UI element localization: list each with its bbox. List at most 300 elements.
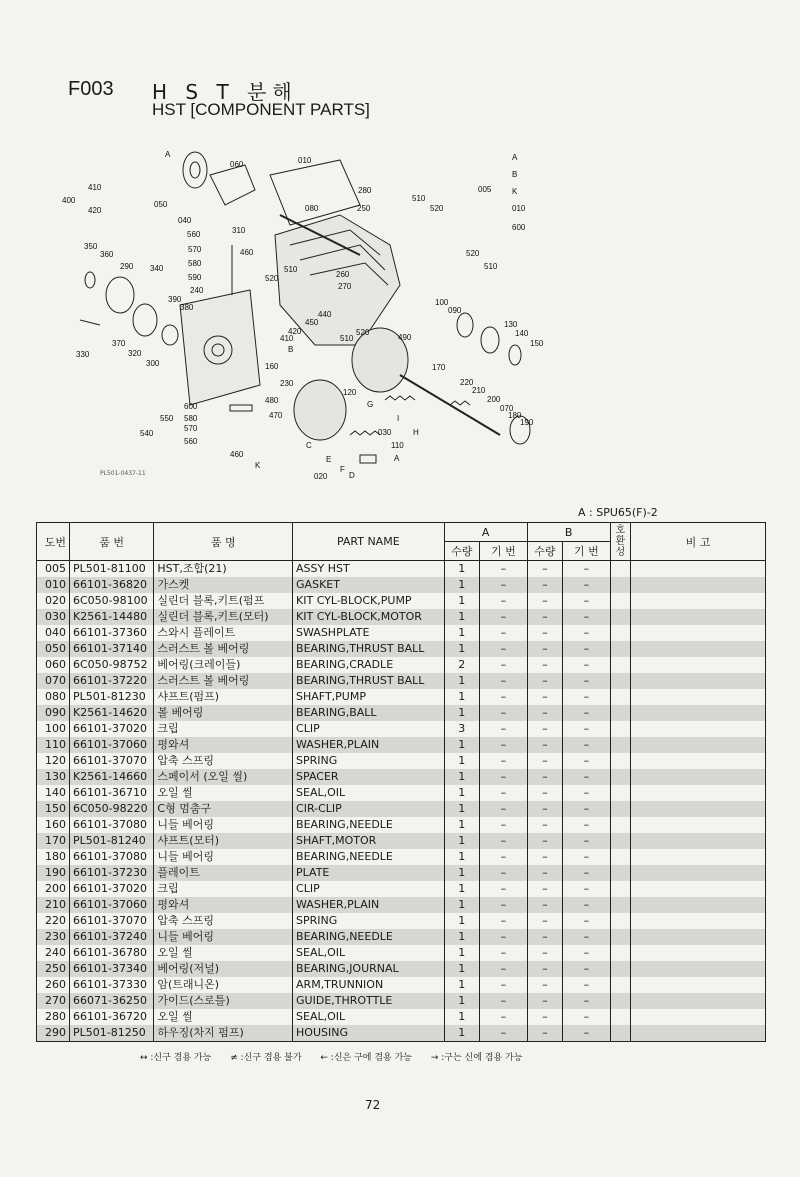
svg-text:600: 600 bbox=[512, 223, 526, 232]
svg-text:510: 510 bbox=[412, 194, 426, 203]
svg-text:010: 010 bbox=[298, 156, 312, 165]
svg-text:370: 370 bbox=[112, 339, 126, 348]
table-cell-qa: 1 bbox=[444, 641, 479, 657]
table-row bbox=[37, 577, 766, 593]
table-cell-empty bbox=[630, 577, 765, 593]
svg-text:410: 410 bbox=[280, 334, 294, 343]
table-cell-sa: – bbox=[480, 945, 528, 961]
table-cell-qb: – bbox=[527, 689, 562, 705]
table-row bbox=[37, 609, 766, 625]
svg-text:150: 150 bbox=[530, 339, 544, 348]
table-cell-empty bbox=[610, 977, 630, 993]
table-cell-sa: – bbox=[480, 1025, 528, 1042]
svg-text:K: K bbox=[255, 461, 261, 470]
table-cell-empty bbox=[630, 1025, 765, 1042]
svg-text:590: 590 bbox=[188, 273, 202, 282]
table-cell-empty bbox=[610, 881, 630, 897]
table-cell-sa: – bbox=[480, 593, 528, 609]
table-cell-part-no: 66101-37340 bbox=[69, 961, 153, 977]
table-cell-empty bbox=[610, 865, 630, 881]
svg-text:540: 540 bbox=[140, 429, 154, 438]
svg-text:560: 560 bbox=[184, 437, 198, 446]
table-row bbox=[37, 721, 766, 737]
table-cell-part-name: SEAL,OIL bbox=[293, 785, 445, 801]
table-cell-qa: 1 bbox=[444, 1025, 479, 1042]
legend bbox=[140, 1050, 538, 1063]
table-cell-part-no: 66101-37080 bbox=[69, 817, 153, 833]
table-cell-part-no: 66101-36710 bbox=[69, 785, 153, 801]
page-number: 72 bbox=[365, 1098, 381, 1112]
table-cell-part-no: PL501-81230 bbox=[69, 689, 153, 705]
table-cell-part-no: 6C050-98220 bbox=[69, 801, 153, 817]
table-cell-qa: 1 bbox=[444, 673, 479, 689]
table-cell-part-name: CLIP bbox=[293, 881, 445, 897]
table-cell-empty bbox=[610, 721, 630, 737]
table-cell-sb: – bbox=[563, 785, 611, 801]
table-cell-qb: – bbox=[527, 961, 562, 977]
table-cell-part-no: 66101-36820 bbox=[69, 577, 153, 593]
table-cell-part-name: KIT CYL-BLOCK,PUMP bbox=[293, 593, 445, 609]
table-cell-sb: – bbox=[563, 945, 611, 961]
table-cell-empty bbox=[610, 993, 630, 1009]
diagram-note: A : SPU65(F)-2 bbox=[578, 506, 658, 519]
svg-text:060: 060 bbox=[230, 160, 244, 169]
table-cell-qb: – bbox=[527, 833, 562, 849]
table-cell-part-name: SPRING bbox=[293, 913, 445, 929]
parts-table bbox=[36, 522, 766, 1042]
table-cell-part-no: 66101-37140 bbox=[69, 641, 153, 657]
table-cell-name: 플레이트 bbox=[154, 865, 293, 881]
table-cell-name: 스러스트 볼 베어링 bbox=[154, 673, 293, 689]
table-cell-part-name: BEARING,NEEDLE bbox=[293, 817, 445, 833]
table-cell-code: 010 bbox=[37, 577, 70, 593]
table-cell-part-no: PL501-81100 bbox=[69, 561, 153, 578]
table-cell-part-name: CLIP bbox=[293, 721, 445, 737]
table-cell-empty bbox=[610, 641, 630, 657]
table-cell-name: 니들 베어링 bbox=[154, 817, 293, 833]
table-cell-sb: – bbox=[563, 689, 611, 705]
table-cell-sa: – bbox=[480, 961, 528, 977]
header-qty-b: 수량 bbox=[527, 542, 562, 561]
svg-text:330: 330 bbox=[76, 350, 90, 359]
table-cell-name: 실린더 블록,키트(펌프 bbox=[154, 593, 293, 609]
table-cell-part-name: PLATE bbox=[293, 865, 445, 881]
svg-text:300: 300 bbox=[146, 359, 160, 368]
table-cell-code: 030 bbox=[37, 609, 70, 625]
table-cell-sb: – bbox=[563, 769, 611, 785]
table-cell-part-name: SPACER bbox=[293, 769, 445, 785]
table-cell-part-no: 66101-37240 bbox=[69, 929, 153, 945]
table-cell-qa: 1 bbox=[444, 977, 479, 993]
svg-text:350: 350 bbox=[84, 242, 98, 251]
header-code-col: 도번 bbox=[37, 523, 70, 561]
svg-text:005: 005 bbox=[478, 185, 492, 194]
table-cell-sb: – bbox=[563, 977, 611, 993]
table-cell-sa: – bbox=[480, 769, 528, 785]
table-cell-code: 220 bbox=[37, 913, 70, 929]
svg-text:130: 130 bbox=[504, 320, 518, 329]
table-cell-sa: – bbox=[480, 609, 528, 625]
svg-text:260: 260 bbox=[336, 270, 350, 279]
table-cell-qa: 1 bbox=[444, 881, 479, 897]
table-cell-sa: – bbox=[480, 657, 528, 673]
table-cell-qb: – bbox=[527, 561, 562, 578]
table-row bbox=[37, 673, 766, 689]
table-cell-part-no: 66101-37020 bbox=[69, 881, 153, 897]
table-cell-sa: – bbox=[480, 673, 528, 689]
svg-text:290: 290 bbox=[120, 262, 134, 271]
table-cell-empty bbox=[610, 737, 630, 753]
table-cell-name: 샤프트(펌프) bbox=[154, 689, 293, 705]
svg-text:520: 520 bbox=[466, 249, 480, 258]
table-cell-part-no: 66101-36780 bbox=[69, 945, 153, 961]
table-cell-empty bbox=[610, 753, 630, 769]
svg-text:420: 420 bbox=[88, 206, 102, 215]
table-cell-qa: 1 bbox=[444, 897, 479, 913]
table-cell-sa: – bbox=[480, 833, 528, 849]
table-cell-qa: 1 bbox=[444, 609, 479, 625]
table-cell-name: 스러스트 볼 베어링 bbox=[154, 641, 293, 657]
table-cell-empty bbox=[610, 1009, 630, 1025]
table-cell-empty bbox=[630, 993, 765, 1009]
table-cell-name: 볼 베어링 bbox=[154, 705, 293, 721]
table-row bbox=[37, 817, 766, 833]
table-row bbox=[37, 801, 766, 817]
table-cell-qa: 1 bbox=[444, 929, 479, 945]
table-cell-empty bbox=[630, 977, 765, 993]
table-cell-sa: – bbox=[480, 689, 528, 705]
table-cell-part-name: ARM,TRUNNION bbox=[293, 977, 445, 993]
table-cell-sb: – bbox=[563, 913, 611, 929]
table-cell-empty bbox=[630, 625, 765, 641]
header-part-name: PART NAME bbox=[293, 523, 445, 561]
table-cell-sb: – bbox=[563, 657, 611, 673]
table-row bbox=[37, 1025, 766, 1042]
table-cell-sa: – bbox=[480, 785, 528, 801]
table-cell-name: 실린더 블록,키트(모터) bbox=[154, 609, 293, 625]
table-row bbox=[37, 593, 766, 609]
svg-text:080: 080 bbox=[305, 204, 319, 213]
svg-text:A: A bbox=[394, 454, 400, 463]
table-cell-part-no: 66101-37230 bbox=[69, 865, 153, 881]
table-cell-empty bbox=[630, 1009, 765, 1025]
svg-text:210: 210 bbox=[472, 386, 486, 395]
table-cell-sb: – bbox=[563, 577, 611, 593]
svg-text:520: 520 bbox=[356, 328, 370, 337]
table-cell-sa: – bbox=[480, 561, 528, 578]
svg-text:110: 110 bbox=[391, 441, 404, 450]
table-cell-sa: – bbox=[480, 913, 528, 929]
table-cell-empty bbox=[630, 881, 765, 897]
table-cell-qb: – bbox=[527, 577, 562, 593]
svg-text:480: 480 bbox=[265, 396, 279, 405]
table-cell-empty bbox=[610, 689, 630, 705]
table-cell-qa: 1 bbox=[444, 1009, 479, 1025]
table-cell-empty bbox=[630, 817, 765, 833]
table-cell-empty bbox=[630, 593, 765, 609]
legend-item: → :구는 신에 겸용 가능 bbox=[430, 1053, 523, 1063]
table-cell-sb: – bbox=[563, 561, 611, 578]
table-cell-name: 가스켓 bbox=[154, 577, 293, 593]
table-cell-name: 니들 베어링 bbox=[154, 929, 293, 945]
table-cell-name: 평와셔 bbox=[154, 897, 293, 913]
svg-text:120: 120 bbox=[343, 388, 357, 397]
table-row bbox=[37, 865, 766, 881]
svg-text:320: 320 bbox=[128, 349, 142, 358]
table-cell-sb: – bbox=[563, 609, 611, 625]
table-cell-qb: – bbox=[527, 1025, 562, 1042]
header-code: F003 bbox=[68, 78, 114, 100]
table-cell-sb: – bbox=[563, 849, 611, 865]
header-sign-a: 기 번 bbox=[480, 542, 528, 561]
svg-text:550: 550 bbox=[160, 414, 174, 423]
table-cell-empty bbox=[610, 785, 630, 801]
table-cell-sb: – bbox=[563, 801, 611, 817]
table-cell-empty bbox=[610, 593, 630, 609]
table-cell-empty bbox=[610, 961, 630, 977]
svg-text:520: 520 bbox=[265, 274, 279, 283]
svg-text:D: D bbox=[349, 471, 355, 480]
table-cell-name: 압축 스프링 bbox=[154, 913, 293, 929]
table-cell-name: 하우징(차지 펌프) bbox=[154, 1025, 293, 1042]
table-cell-qb: – bbox=[527, 801, 562, 817]
table-cell-code: 130 bbox=[37, 769, 70, 785]
table-cell-sb: – bbox=[563, 721, 611, 737]
table-cell-qa: 1 bbox=[444, 785, 479, 801]
svg-text:520: 520 bbox=[430, 204, 444, 213]
table-cell-qa: 1 bbox=[444, 625, 479, 641]
table-cell-qb: – bbox=[527, 977, 562, 993]
svg-text:280: 280 bbox=[358, 186, 372, 195]
table-cell-code: 280 bbox=[37, 1009, 70, 1025]
table-cell-qb: – bbox=[527, 673, 562, 689]
table-cell-name: 오일 씰 bbox=[154, 945, 293, 961]
table-cell-part-no: 66101-37060 bbox=[69, 737, 153, 753]
table-cell-part-no: 66071-36250 bbox=[69, 993, 153, 1009]
table-cell-part-no: K2561-14660 bbox=[69, 769, 153, 785]
table-row bbox=[37, 881, 766, 897]
table-cell-part-name: GASKET bbox=[293, 577, 445, 593]
table-cell-empty bbox=[610, 673, 630, 689]
header-qty-a: 수량 bbox=[444, 542, 479, 561]
table-row bbox=[37, 769, 766, 785]
table-row bbox=[37, 785, 766, 801]
header-group-a: A bbox=[444, 523, 527, 542]
table-cell-empty bbox=[630, 833, 765, 849]
table-cell-sa: – bbox=[480, 721, 528, 737]
header-interchange: 호환성 bbox=[610, 523, 630, 561]
table-cell-qb: – bbox=[527, 929, 562, 945]
table-cell-qa: 1 bbox=[444, 593, 479, 609]
table-cell-name: 크립 bbox=[154, 881, 293, 897]
table-cell-part-no: 66101-37070 bbox=[69, 753, 153, 769]
table-cell-sa: – bbox=[480, 625, 528, 641]
table-cell-sa: – bbox=[480, 849, 528, 865]
table-cell-qb: – bbox=[527, 657, 562, 673]
table-cell-code: 260 bbox=[37, 977, 70, 993]
table-cell-code: 270 bbox=[37, 993, 70, 1009]
table-cell-qa: 1 bbox=[444, 817, 479, 833]
table-cell-sa: – bbox=[480, 753, 528, 769]
table-cell-qb: – bbox=[527, 785, 562, 801]
table-cell-sb: – bbox=[563, 929, 611, 945]
table-cell-empty bbox=[610, 897, 630, 913]
table-cell-sa: – bbox=[480, 993, 528, 1009]
table-cell-part-no: PL501-81250 bbox=[69, 1025, 153, 1042]
table-cell-qb: – bbox=[527, 721, 562, 737]
table-cell-qa: 1 bbox=[444, 865, 479, 881]
table-row bbox=[37, 961, 766, 977]
table-cell-empty bbox=[630, 865, 765, 881]
svg-text:460: 460 bbox=[240, 248, 254, 257]
svg-text:220: 220 bbox=[460, 378, 474, 387]
table-cell-qa: 1 bbox=[444, 577, 479, 593]
table-cell-qb: – bbox=[527, 625, 562, 641]
svg-text:510: 510 bbox=[284, 265, 298, 274]
table-cell-qa: 3 bbox=[444, 721, 479, 737]
table-cell-name: 샤프트(모터) bbox=[154, 833, 293, 849]
table-cell-code: 250 bbox=[37, 961, 70, 977]
table-cell-sa: – bbox=[480, 737, 528, 753]
table-cell-qb: – bbox=[527, 897, 562, 913]
table-row bbox=[37, 753, 766, 769]
table-row bbox=[37, 561, 766, 578]
table-row bbox=[37, 625, 766, 641]
table-cell-part-no: K2561-14480 bbox=[69, 609, 153, 625]
table-cell-empty bbox=[630, 689, 765, 705]
svg-text:360: 360 bbox=[100, 250, 114, 259]
table-cell-qa: 1 bbox=[444, 913, 479, 929]
svg-text:250: 250 bbox=[357, 204, 371, 213]
table-cell-name: 스와시 플레이트 bbox=[154, 625, 293, 641]
header-title: H S T 분해 bbox=[152, 80, 298, 104]
table-cell-part-name: SHAFT,PUMP bbox=[293, 689, 445, 705]
table-row bbox=[37, 977, 766, 993]
table-cell-name: HST,조합(21) bbox=[154, 561, 293, 578]
table-cell-name: C형 멈춤구 bbox=[154, 801, 293, 817]
table-cell-qb: – bbox=[527, 1009, 562, 1025]
svg-text:400: 400 bbox=[62, 196, 76, 205]
svg-text:170: 170 bbox=[432, 363, 446, 372]
table-cell-code: 240 bbox=[37, 945, 70, 961]
header-part-no: 품 번 bbox=[69, 523, 153, 561]
table-cell-empty bbox=[610, 561, 630, 578]
table-cell-sb: – bbox=[563, 737, 611, 753]
table-cell-part-no: 66101-37060 bbox=[69, 897, 153, 913]
header-sign-b: 기 번 bbox=[563, 542, 611, 561]
table-cell-name: 가이드(스로틀) bbox=[154, 993, 293, 1009]
table-cell-qb: – bbox=[527, 993, 562, 1009]
table-cell-sa: – bbox=[480, 817, 528, 833]
svg-text:600: 600 bbox=[184, 402, 198, 411]
table-cell-sb: – bbox=[563, 673, 611, 689]
header-name: 품 명 bbox=[154, 523, 293, 561]
table-cell-sb: – bbox=[563, 865, 611, 881]
table-cell-code: 150 bbox=[37, 801, 70, 817]
svg-text:B: B bbox=[512, 170, 518, 179]
table-cell-sa: – bbox=[480, 881, 528, 897]
table-row bbox=[37, 849, 766, 865]
table-cell-empty bbox=[610, 913, 630, 929]
table-cell-code: 190 bbox=[37, 865, 70, 881]
table-cell-sb: – bbox=[563, 833, 611, 849]
table-cell-empty bbox=[630, 849, 765, 865]
exploded-parts-diagram bbox=[60, 145, 580, 485]
table-row bbox=[37, 897, 766, 913]
table-cell-sa: – bbox=[480, 641, 528, 657]
table-cell-part-name: HOUSING bbox=[293, 1025, 445, 1042]
table-row bbox=[37, 833, 766, 849]
table-cell-part-name: ASSY HST bbox=[293, 561, 445, 578]
table-cell-name: 오일 씰 bbox=[154, 1009, 293, 1025]
table-cell-qb: – bbox=[527, 913, 562, 929]
svg-text:A: A bbox=[165, 150, 171, 159]
table-cell-sb: – bbox=[563, 897, 611, 913]
table-cell-part-name: GUIDE,THROTTLE bbox=[293, 993, 445, 1009]
table-cell-sb: – bbox=[563, 641, 611, 657]
svg-text:100: 100 bbox=[435, 298, 449, 307]
table-cell-sb: – bbox=[563, 593, 611, 609]
table-row bbox=[37, 993, 766, 1009]
table-cell-code: 110 bbox=[37, 737, 70, 753]
table-cell-empty bbox=[630, 657, 765, 673]
table-cell-sb: – bbox=[563, 1009, 611, 1025]
table-cell-empty bbox=[630, 785, 765, 801]
table-cell-qa: 2 bbox=[444, 657, 479, 673]
table-cell-part-name: BEARING,THRUST BALL bbox=[293, 641, 445, 657]
table-cell-part-name: SPRING bbox=[293, 753, 445, 769]
table-cell-qa: 1 bbox=[444, 705, 479, 721]
table-cell-code: 050 bbox=[37, 641, 70, 657]
svg-text:070: 070 bbox=[500, 404, 514, 413]
header-subtitle: HST [COMPONENT PARTS] bbox=[152, 100, 370, 119]
table-cell-empty bbox=[610, 945, 630, 961]
table-row bbox=[37, 1009, 766, 1025]
table-cell-sb: – bbox=[563, 705, 611, 721]
table-cell-name: 스페이서 (오일 씰) bbox=[154, 769, 293, 785]
table-cell-empty bbox=[610, 801, 630, 817]
table-cell-name: 크립 bbox=[154, 721, 293, 737]
legend-item: ← :신은 구에 겸용 가능 bbox=[320, 1053, 412, 1063]
table-cell-empty bbox=[630, 913, 765, 929]
svg-text:580: 580 bbox=[188, 259, 202, 268]
table-cell-empty bbox=[610, 577, 630, 593]
table-cell-empty bbox=[610, 817, 630, 833]
table-cell-empty bbox=[610, 1025, 630, 1042]
table-cell-part-name: BEARING,THRUST BALL bbox=[293, 673, 445, 689]
svg-text:450: 450 bbox=[305, 318, 319, 327]
svg-text:270: 270 bbox=[338, 282, 352, 291]
table-cell-sb: – bbox=[563, 817, 611, 833]
table-cell-qa: 1 bbox=[444, 769, 479, 785]
table-cell-part-no: 6C050-98100 bbox=[69, 593, 153, 609]
table-cell-qb: – bbox=[527, 737, 562, 753]
table-cell-empty bbox=[610, 657, 630, 673]
svg-text:570: 570 bbox=[188, 245, 202, 254]
table-row bbox=[37, 705, 766, 721]
table-cell-part-no: PL501-81240 bbox=[69, 833, 153, 849]
table-row bbox=[37, 913, 766, 929]
table-cell-part-name: SEAL,OIL bbox=[293, 945, 445, 961]
header-group-b: B bbox=[527, 523, 610, 542]
table-cell-part-name: KIT CYL-BLOCK,MOTOR bbox=[293, 609, 445, 625]
table-cell-empty bbox=[630, 737, 765, 753]
svg-text:570: 570 bbox=[184, 424, 198, 433]
table-cell-empty bbox=[630, 561, 765, 578]
table-cell-code: 040 bbox=[37, 625, 70, 641]
table-cell-part-no: 66101-37330 bbox=[69, 977, 153, 993]
table-cell-part-no: 66101-37360 bbox=[69, 625, 153, 641]
